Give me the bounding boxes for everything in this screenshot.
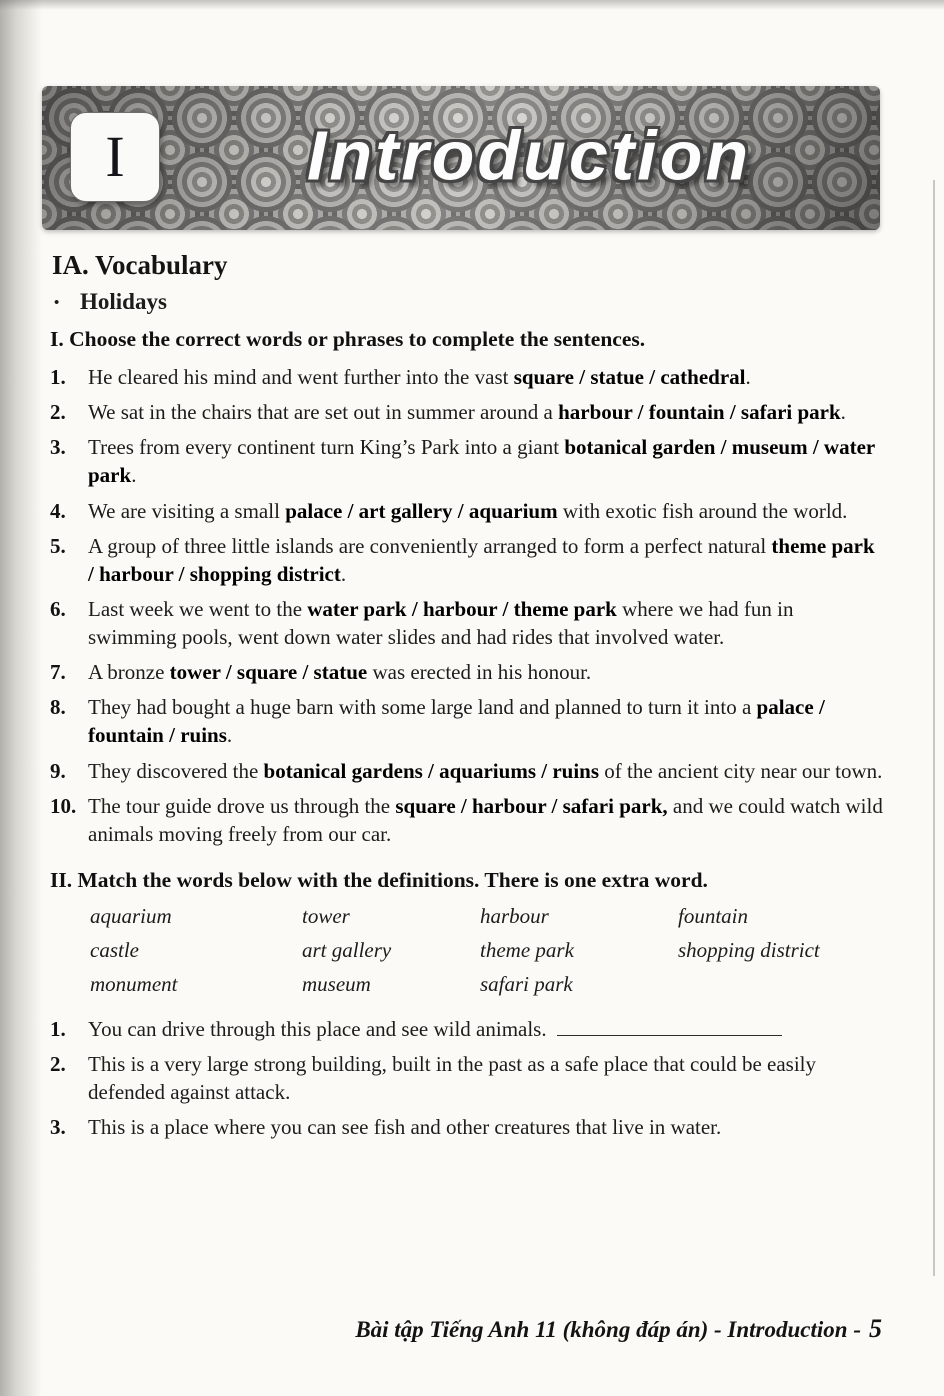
- answer-options: square / harbour / safari park,: [395, 793, 668, 818]
- exercise1-title: I. Choose the correct words or phrases to complete the sentences.: [50, 327, 646, 351]
- question-number: 3.: [50, 435, 66, 460]
- question-item: [50, 757, 884, 785]
- answer-options: palace / art gallery / aquarium: [285, 498, 558, 523]
- sentence-text: A bronze: [88, 660, 170, 685]
- sentence-text: of the ancient city near our town.: [599, 758, 883, 783]
- answer-options: harbour / fountain / safari park: [558, 400, 841, 425]
- question-item: [50, 658, 884, 686]
- question-item: [50, 497, 884, 525]
- sentence-text: He cleared his mind and went further into the vast: [88, 365, 514, 389]
- question-item: [50, 363, 884, 391]
- sentence-text: with exotic fish around the world.: [557, 498, 848, 523]
- exercise2-title: II. Match the words below with the definitions. There is one extra word.: [50, 867, 708, 892]
- answer-options: palace / fountain / ruins: [88, 695, 825, 748]
- sentence-text: .: [131, 463, 137, 488]
- unit-number: I: [105, 124, 125, 189]
- sentence-text: .: [226, 723, 233, 748]
- question-number: 9.: [50, 758, 66, 783]
- sentence-text: was erected in his honour.: [367, 660, 592, 685]
- answer-options: tower / square / statue: [169, 660, 368, 685]
- question-number: 1.: [50, 1016, 66, 1041]
- sentence-text: Trees from every continent turn King’s Park into a giant: [88, 435, 565, 460]
- topic-label: Holidays: [80, 289, 167, 314]
- sentence-text: .: [840, 400, 846, 425]
- question-number: 8.: [50, 695, 66, 720]
- question-item: [50, 532, 884, 588]
- answer-options: botanical garden / museum / water park: [88, 435, 875, 488]
- question-text: [88, 1050, 884, 1106]
- sentence-text: and we could watch wild animals moving freely from our car.: [88, 793, 883, 846]
- question-number: 7.: [50, 660, 66, 685]
- question-item: [50, 1015, 884, 1043]
- question-text: [88, 532, 884, 588]
- chapter-title: Introduction: [306, 116, 752, 195]
- sentence-text: You can drive through this place and see wild animals.: [88, 1016, 547, 1041]
- sentence-text: .: [340, 561, 347, 586]
- sentence-text: They discovered the: [88, 758, 264, 783]
- scan-artifact-line: [933, 180, 935, 1276]
- answer-options: theme park / harbour / shopping district: [88, 533, 875, 586]
- question-number: 4.: [50, 498, 66, 523]
- sentence-text: .: [745, 365, 751, 389]
- word-option: fountain: [678, 903, 749, 928]
- question-number: 2.: [50, 400, 66, 425]
- question-number: 2.: [50, 1052, 66, 1076]
- topic-heading: [54, 289, 884, 315]
- question-number: 1.: [50, 365, 66, 389]
- exercise2-items: [50, 1015, 884, 1142]
- page-content: [50, 250, 884, 1148]
- page-number: 5: [869, 1314, 882, 1343]
- answer-options: square / statue / cathedral: [513, 365, 746, 389]
- question-text: [88, 1113, 884, 1141]
- question-item: [50, 398, 884, 426]
- question-text: [88, 398, 884, 426]
- question-item: [50, 433, 884, 489]
- exercise1-items: [50, 363, 884, 848]
- question-item: [50, 792, 884, 848]
- question-text: [88, 792, 884, 848]
- question-number: 3.: [50, 1115, 66, 1140]
- word-option: aquarium: [90, 903, 172, 928]
- question-text: [88, 757, 884, 785]
- answer-options: botanical gardens / aquariums / ruins: [263, 758, 600, 783]
- word-option: [678, 972, 884, 997]
- footer-text: Bài tập Tiếng Anh 11 (không đáp án) - Introduction -: [355, 1317, 861, 1342]
- sentence-text: A group of three little islands are conveniently arranged to form a perfect natural: [88, 533, 772, 558]
- word-option: safari park: [480, 971, 573, 996]
- word-option: art gallery: [302, 937, 392, 962]
- question-number: 6.: [50, 596, 66, 621]
- question-text: [88, 1015, 884, 1043]
- word-bank: [90, 904, 884, 997]
- chapter-banner: [42, 86, 880, 230]
- question-text: [88, 693, 884, 749]
- word-option: museum: [302, 971, 371, 996]
- question-number: 5.: [50, 533, 66, 558]
- sentence-text: Last week we went to the: [88, 596, 308, 621]
- question-item: [50, 595, 884, 651]
- sentence-text: We are visiting a small: [88, 498, 286, 523]
- sentence-text: This is a place where you can see fish and other creatures that live in water.: [88, 1115, 722, 1140]
- word-option: castle: [90, 937, 139, 962]
- answer-blank: [557, 1020, 782, 1036]
- question-text: [88, 433, 884, 489]
- question-text: [88, 595, 884, 651]
- question-item: [50, 1113, 884, 1141]
- sentence-text: The tour guide drove us through the: [88, 793, 396, 818]
- word-option: theme park: [480, 937, 574, 962]
- question-item: [50, 693, 884, 749]
- word-option: harbour: [480, 903, 549, 928]
- page-footer: [355, 1314, 882, 1344]
- question-number: 10.: [50, 793, 77, 818]
- question-text: [88, 497, 884, 525]
- section-heading: IA. Vocabulary: [52, 250, 228, 280]
- sentence-text: where we had fun in swimming pools, went down water slides and had rides that involved water.: [88, 596, 794, 649]
- sentence-text: We sat in the chairs that are set out in summer around a: [88, 400, 559, 425]
- sentence-text: This is a very large strong building, built in the past as a safe place that could be easily defended against attack.: [88, 1052, 817, 1105]
- sentence-text: They had bought a huge barn with some large land and planned to turn it into a: [88, 695, 757, 720]
- question-item: [50, 1050, 884, 1106]
- word-option: shopping district: [678, 937, 820, 962]
- question-text: [88, 658, 884, 686]
- unit-badge: [70, 112, 160, 202]
- word-option: monument: [90, 971, 178, 996]
- question-text: [88, 363, 884, 391]
- answer-options: water park / harbour / theme park: [307, 596, 617, 621]
- word-option: tower: [302, 903, 350, 928]
- bullet-icon: •: [54, 295, 60, 311]
